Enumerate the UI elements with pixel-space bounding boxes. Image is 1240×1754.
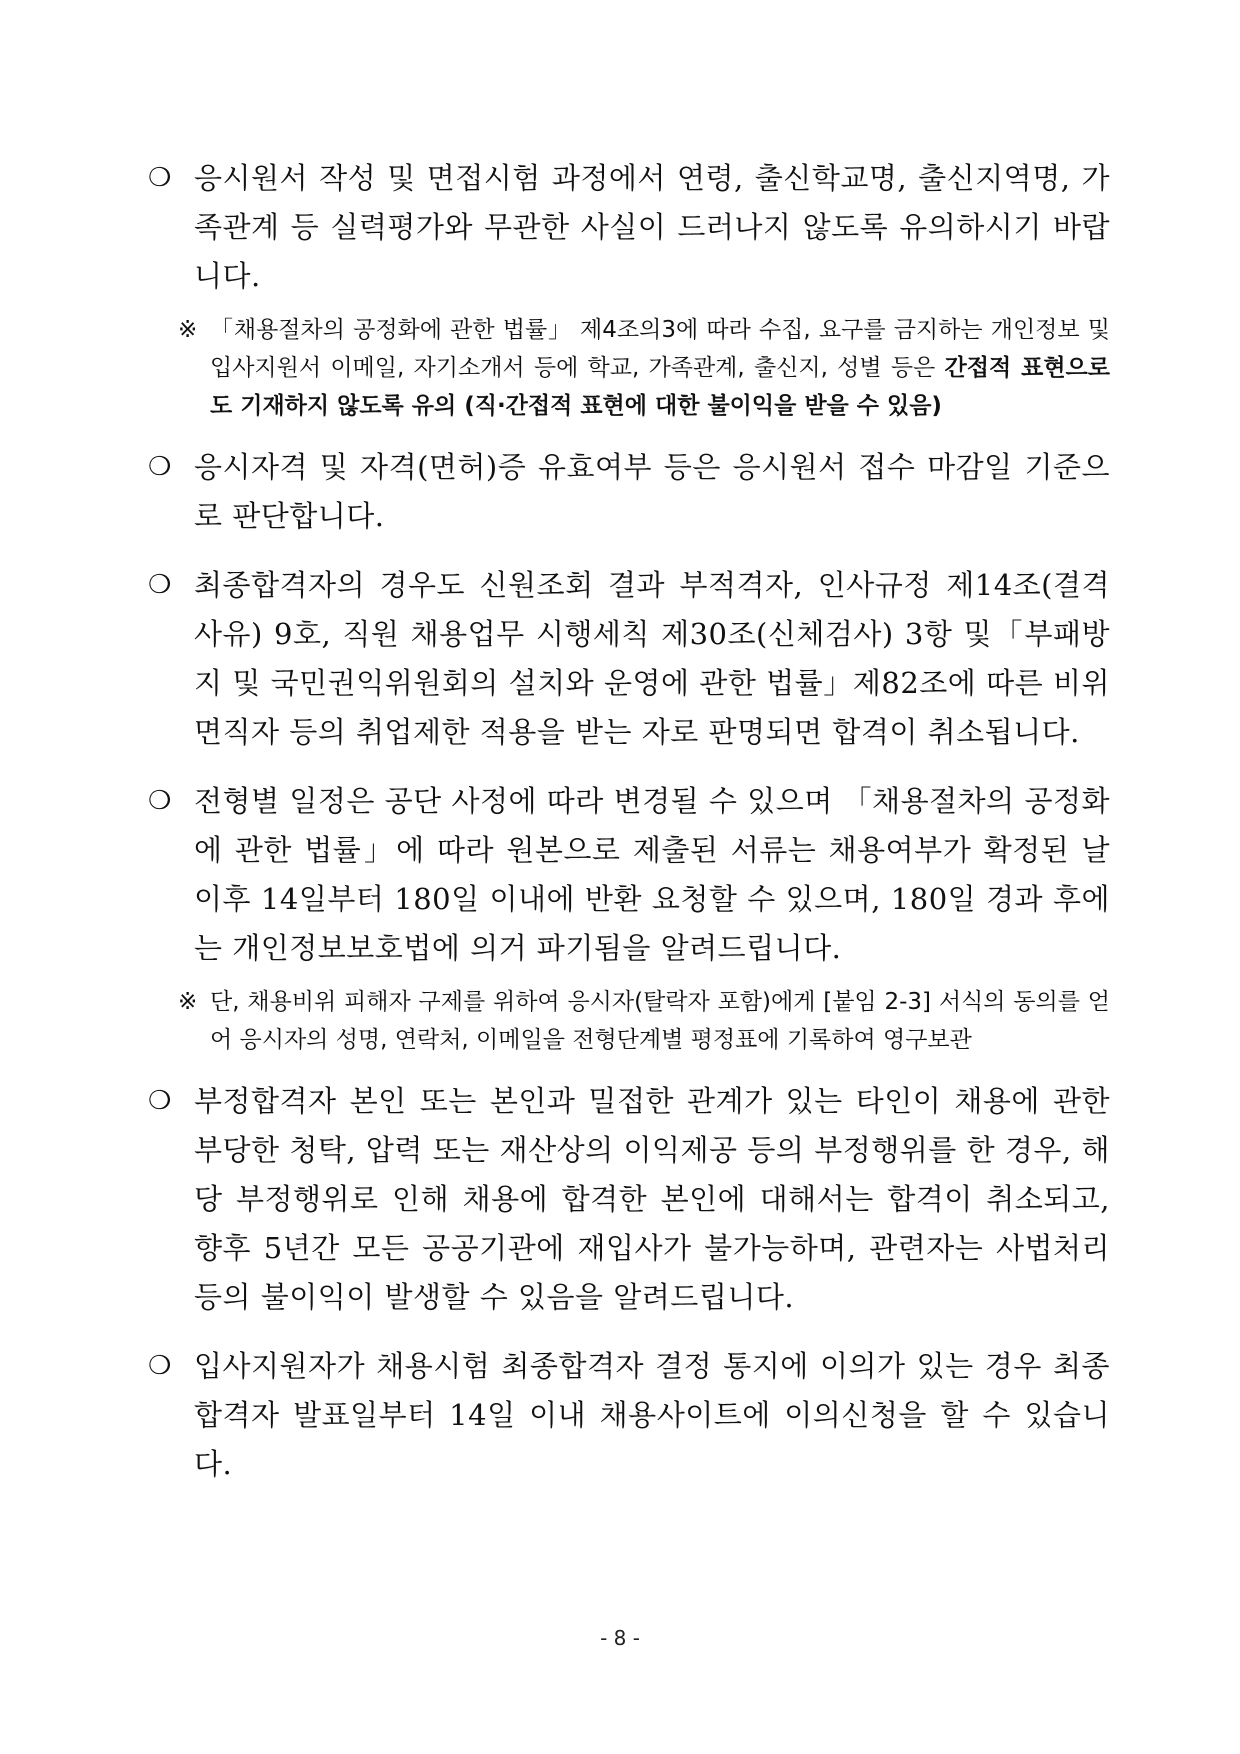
list-item bbox=[148, 154, 1110, 301]
note-text-plain: 「채용절차의 공정화에 관한 법률」 제4조의3에 따라 수집, 요구를 금지하는 개인정보 및 입사지원서 이메일, 자기소개서 등에 학교, 가족관계, 출신지, 성별 등은 bbox=[210, 317, 1110, 381]
note bbox=[178, 983, 1110, 1059]
circle-bullet-icon: ❍ bbox=[148, 786, 172, 816]
note bbox=[178, 311, 1110, 425]
item-text: 전형별 일정은 공단 사정에 따라 변경될 수 있으며 「채용절차의 공정화에 관한 법률」에 따라 원본으로 제출된 서류는 채용여부가 확정된 날 이후 14일부터 180일 이내에 반환 요청할 수 있으며, 180일 경과 후에는 개인정보보호법에 의거 파기됨을 알려드립니다. bbox=[194, 784, 1110, 965]
list-item bbox=[148, 561, 1110, 757]
page-number: - 8 - bbox=[600, 1626, 640, 1650]
note-text: 단, 채용비위 피해자 구제를 위하여 응시자(탈락자 포함)에게 [붙임 2-3] 서식의 동의를 얻어 응시자의 성명, 연락처, 이메일을 전형단계별 평정표에 기록하여 영구보관 bbox=[210, 989, 1110, 1053]
list-item bbox=[148, 1342, 1110, 1489]
list-item bbox=[148, 1077, 1110, 1322]
note-text-bold: 간접적 표현으로도 기재하지 않도록 유의 (직·간접적 표현에 대한 불이익을 받을 수 있음) bbox=[210, 355, 1110, 419]
item-text: 부정합격자 본인 또는 본인과 밀접한 관계가 있는 타인이 채용에 관한 부당한 청탁, 압력 또는 재산상의 이익제공 등의 부정행위를 한 경우, 해당 부정행위로 인해 채용에 합격한 본인에 대해서는 합격이 취소되고, 향후 5년간 모든 공공기관에 재입사가 불가능하며, 관련자는 사법처리 등의 불이익이 발생할 수 있음을 알려드립니다. bbox=[194, 1084, 1110, 1314]
item-text: 응시원서 작성 및 면접시험 과정에서 연령, 출신학교명, 출신지역명, 가족관계 등 실력평가와 무관한 사실이 드러나지 않도록 유의하시기 바랍니다. bbox=[194, 161, 1110, 293]
reference-mark-icon: ※ bbox=[178, 317, 198, 343]
list-item bbox=[148, 443, 1110, 541]
circle-bullet-icon: ❍ bbox=[148, 163, 172, 193]
circle-bullet-icon: ❍ bbox=[148, 1351, 172, 1381]
circle-bullet-icon: ❍ bbox=[148, 570, 172, 600]
note-text bbox=[210, 311, 1110, 425]
item-text: 최종합격자의 경우도 신원조회 결과 부적격자, 인사규정 제14조(결격사유) 9호, 직원 채용업무 시행세칙 제30조(신체검사) 3항 및「부패방지 및 국민권익위원회의 설치와 운영에 관한 법률」제82조에 따른 비위면직자 등의 취업제한 적용을 받는 자로 판명되면 합격이 취소됩니다. bbox=[194, 568, 1110, 749]
item-text: 입사지원자가 채용시험 최종합격자 결정 통지에 이의가 있는 경우 최종합격자 발표일부터 14일 이내 채용사이트에 이의신청을 할 수 있습니다. bbox=[194, 1349, 1110, 1481]
page-content bbox=[148, 154, 1110, 1509]
reference-mark-icon: ※ bbox=[178, 989, 198, 1015]
circle-bullet-icon: ❍ bbox=[148, 1086, 172, 1116]
list-item bbox=[148, 777, 1110, 973]
circle-bullet-icon: ❍ bbox=[148, 452, 172, 482]
item-text: 응시자격 및 자격(면허)증 유효여부 등은 응시원서 접수 마감일 기준으로 판단합니다. bbox=[194, 450, 1110, 533]
